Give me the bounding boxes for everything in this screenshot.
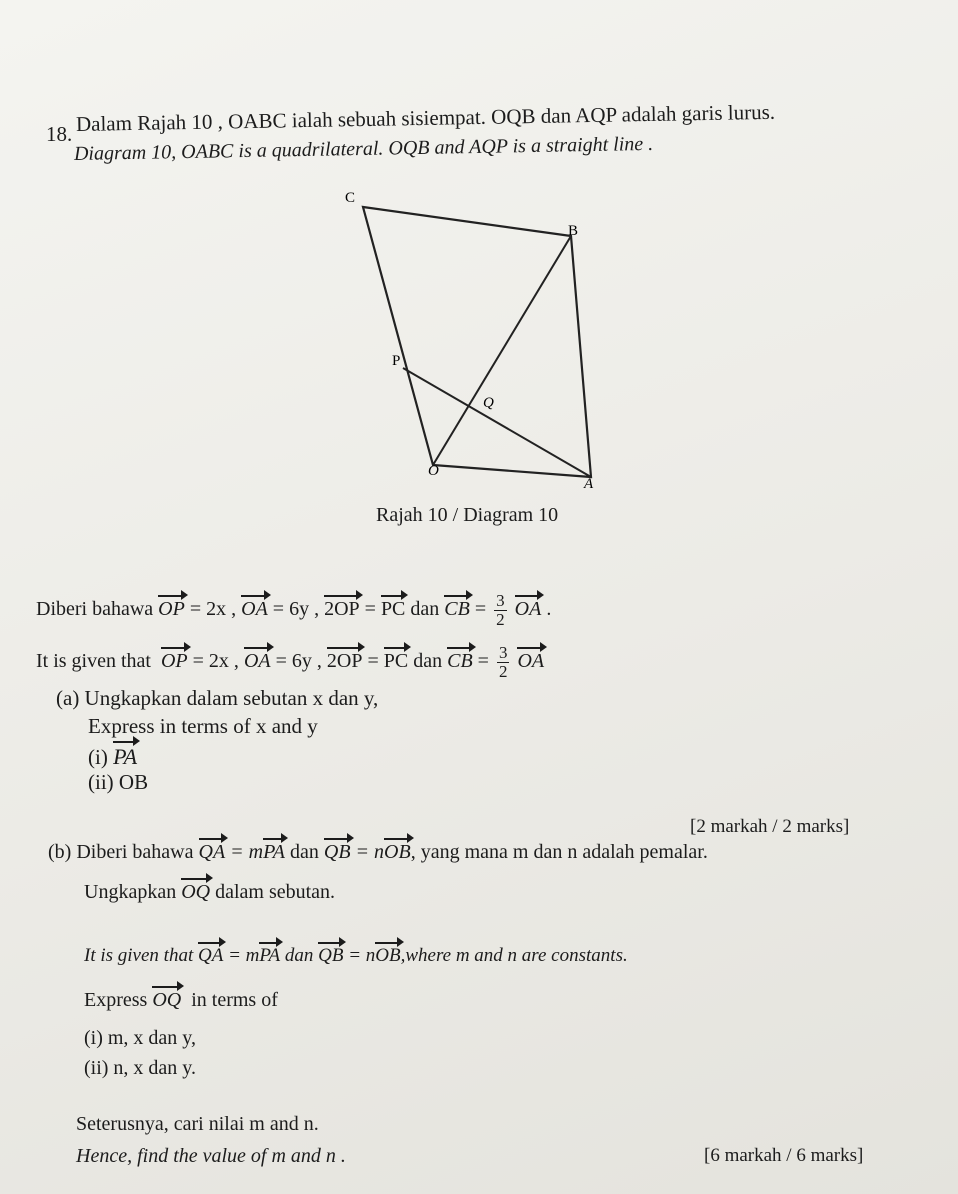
equals-sign: = — [367, 650, 379, 673]
vector-cb: CB — [447, 650, 473, 673]
intro-malay: Dalam Rajah 10 , OABC ialah sebuah sisiempat. OQB dan AQP adalah garis lurus. — [75, 99, 776, 136]
frac-num: 3 — [498, 643, 508, 662]
op-value: = 2x , — [192, 650, 239, 673]
vector-ob: OB — [118, 770, 149, 794]
vector-oa-2: OA — [514, 598, 542, 621]
part-b-marks: [6 markah / 6 marks] — [704, 1145, 864, 1166]
eq-m: = m — [228, 945, 260, 966]
vector-ob: OB — [375, 945, 401, 966]
vector-qa: QA — [198, 841, 226, 863]
part-b-label: (b) Diberi bahawa — [48, 841, 194, 863]
part-a-malay: (a) Ungkapkan dalam sebutan x dan y, — [56, 686, 379, 710]
part-a-marks: [2 markah / 2 marks] — [690, 816, 850, 837]
vector-oa-2: OA — [517, 650, 545, 673]
vector-pc: PC — [383, 650, 409, 673]
dan-text: dan — [410, 598, 440, 621]
frac-num: 3 — [496, 591, 505, 610]
vector-pa: PA — [263, 841, 285, 863]
vector-cb: CB — [444, 598, 470, 621]
part-a-english: Express in terms of x and y — [88, 714, 318, 738]
eq-n: = n — [355, 841, 385, 863]
part-b-ms-tail: , yang mana m dan n adalah pemalar. — [410, 841, 708, 863]
op-value: = 2x , — [189, 598, 237, 621]
dan-text: dan — [413, 650, 443, 673]
oa-value: = 6y , — [275, 650, 322, 673]
frac-den: 2 — [496, 610, 505, 629]
label-a: A — [584, 476, 594, 492]
period: . — [546, 598, 552, 621]
vector-pa: PA — [113, 744, 138, 769]
vector-oq: OQ — [152, 989, 182, 1011]
vector-op: OP — [158, 598, 185, 621]
given-ms-prefix: Diberi bahawa — [36, 598, 154, 621]
given-english-line — [36, 644, 544, 681]
part-a-i — [88, 744, 137, 770]
hence-english: Hence, find the value of m and n . — [76, 1145, 346, 1167]
dan-text: dan — [289, 841, 319, 863]
fraction-3-2 — [494, 592, 507, 629]
vector-oa: OA — [243, 650, 271, 673]
frac-den: 2 — [498, 662, 508, 681]
equals-sign: = — [364, 598, 376, 621]
fraction-3-2 — [497, 644, 510, 681]
en-tail: ,where m and n are constants. — [400, 945, 628, 966]
label-q: Q — [483, 395, 494, 411]
vector-2op: 2OP — [324, 598, 360, 621]
vector-ob: OB — [384, 841, 411, 863]
in-terms-text: in terms of — [191, 989, 278, 1011]
quadrilateral-oabc — [363, 207, 591, 477]
en-prefix: It is given that — [84, 945, 194, 966]
item-label: (i) — [88, 745, 108, 769]
vector-qa: QA — [197, 945, 224, 966]
part-a-ii — [88, 770, 148, 795]
equals-sign: = — [474, 598, 487, 621]
label-c: C — [345, 190, 356, 206]
oa-value: = 6y , — [272, 598, 320, 621]
part-b-i: (i) m, x dan y, — [84, 1027, 197, 1049]
label-b: B — [568, 223, 579, 239]
dan-text: dan — [284, 945, 314, 966]
dalam-text: dalam sebutan. — [215, 881, 336, 903]
part-b-malay-line — [48, 841, 708, 864]
line-ob — [433, 236, 571, 465]
label-p: P — [392, 353, 401, 369]
vector-qb: QB — [323, 841, 351, 863]
part-b-english-line — [84, 945, 628, 967]
express-text: Express — [84, 989, 148, 1011]
item-label: (ii) — [88, 770, 114, 794]
hence-malay: Seterusnya, cari nilai m and n. — [76, 1113, 319, 1135]
vector-2op: 2OP — [326, 650, 363, 673]
eq-m: = m — [230, 841, 264, 863]
intro-english: Diagram 10, OABC is a quadrilateral. OQB and AQP is a straight line . — [73, 132, 654, 165]
vector-pc: PC — [380, 598, 406, 621]
eq-n: = n — [348, 945, 376, 966]
ungkapkan-text: Ungkapkan — [84, 881, 177, 903]
label-o: O — [428, 463, 439, 479]
vector-oa: OA — [241, 598, 268, 621]
express-line — [84, 989, 278, 1012]
vector-pa: PA — [259, 945, 281, 966]
question-number: 18. — [46, 122, 73, 146]
vector-op: OP — [160, 650, 188, 673]
equals-sign: = — [477, 650, 489, 673]
given-malay-line — [36, 592, 551, 629]
vector-qb: QB — [318, 945, 344, 966]
part-b-ii: (ii) n, x dan y. — [84, 1057, 197, 1079]
ungkapkan-line — [84, 881, 335, 904]
diagram-caption: Rajah 10 / Diagram 10 — [376, 504, 559, 526]
vector-oq: OQ — [181, 881, 211, 903]
given-en-prefix: It is given that — [36, 650, 151, 673]
diagram-10 — [320, 180, 610, 500]
